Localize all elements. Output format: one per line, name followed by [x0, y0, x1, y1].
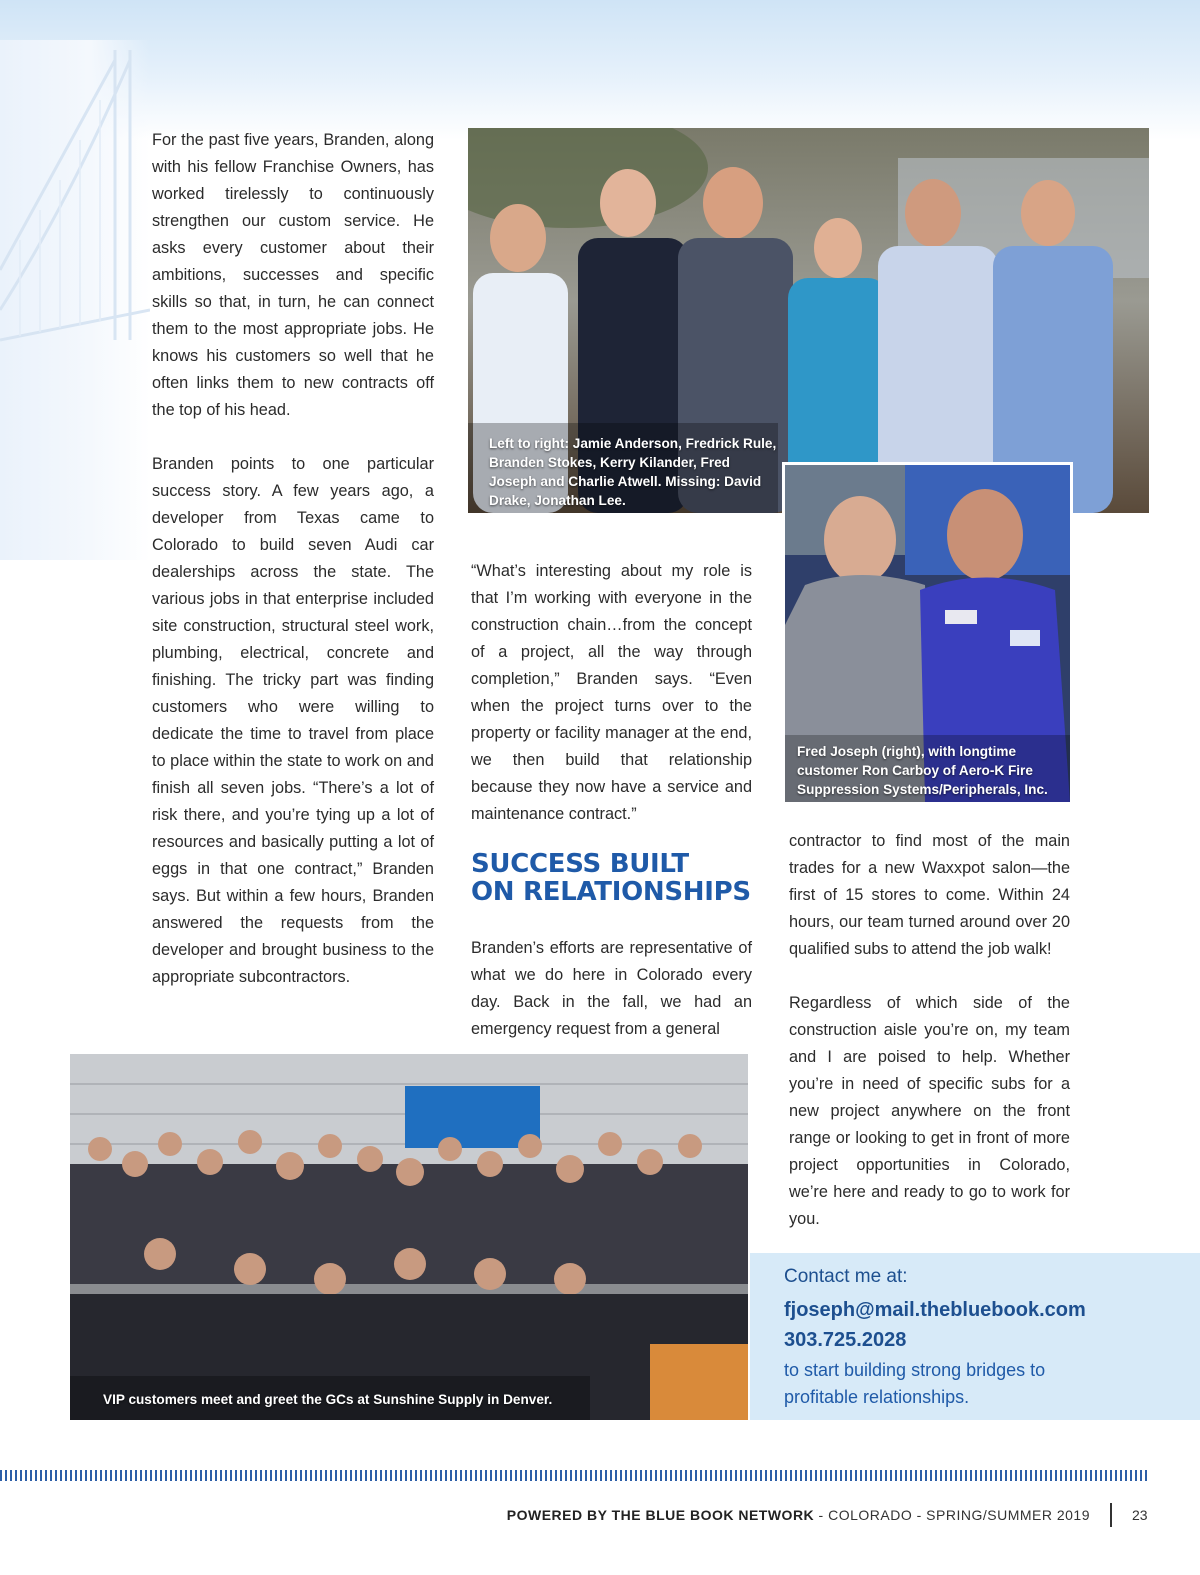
heading-line-2: ON RELATIONSHIPS	[471, 877, 751, 907]
article-column-2	[471, 558, 752, 828]
article-column-2-continued	[471, 935, 752, 1043]
contact-email[interactable]: fjoseph@mail.thebluebook.com	[784, 1299, 1086, 1321]
paragraph-waxxpot: contractor to find most of the main trades for a new Waxxpot salon—the first of 15 stores to come. Within 24 hours, our team turned around over 20 qualified subs to attend the job walk!	[789, 832, 1070, 958]
article-column-3	[789, 828, 1070, 1233]
group-photo-caption: VIP customers meet and greet the GCs at Sunshine Supply in Denver.	[103, 1392, 553, 1407]
page-number: 23	[1132, 1507, 1148, 1523]
heading-line-1: SUCCESS BUILT	[471, 849, 689, 879]
page-footer	[400, 1507, 1090, 1523]
paragraph-branden-quote: “What’s interesting about my role is that I’m working with everyone in the construction chain…from the concept of a project, all the way through completion,” Branden says. “Even when the project turns over to the property or facility manager at the end, we then build that relationship because they now have a service and maintenance contract.”	[471, 562, 752, 823]
sky-background	[0, 0, 1200, 140]
team-photo-caption: Left to right: Jamie Anderson, Fredrick Rule, Branden Stokes, Kerry Kilander, Fred Joseph and Charlie Atwell. Missing: David Drake, Jonathan Lee.	[489, 436, 777, 508]
bridge-background-image	[0, 40, 150, 560]
bridge-illustration	[0, 40, 150, 560]
footer-brand: POWERED BY THE BLUE BOOK NETWORK	[506, 1507, 815, 1523]
contact-box	[750, 1253, 1200, 1420]
contact-label: Contact me at:	[784, 1266, 908, 1287]
paragraph-intro: For the past five years, Branden, along with his fellow Franchise Owners, has worked tirelessly to continuously strengthen our custom service. He asks every customer about their ambitions, successes and specific skills so that, in turn, he can connect them to the most appropriate jobs. He knows his customers so well that he often links them to new contracts off the top of his head.	[152, 131, 434, 419]
contact-tagline: to start building strong bridges to profitable relationships.	[784, 1360, 1046, 1407]
group-photo	[70, 1054, 748, 1420]
decorative-barcode-divider	[0, 1470, 1150, 1481]
contact-phone[interactable]: 303.725.2028	[784, 1329, 907, 1351]
footer-edition: - COLORADO - SPRING/SUMMER 2019	[814, 1507, 1090, 1523]
section-heading	[471, 850, 771, 906]
paragraph-success-story: Branden points to one particular success story. A few years ago, a developer from Texas came to Colorado to build seven Audi car dealerships across the state. The various jobs in that enterprise included site construction, structural steel work, plumbing, electrical, concrete and finishing. The tricky part was finding customers who were willing to dedicate the time to travel from place to place within the state to work on and finish all seven jobs. “There’s a lot of risk there, and you’re tying up a lot of resources and basically putting a lot of eggs in that one contract,” Branden says. But within a few hours, Branden answered the requests from the developer and brought business to the appropriate subcontractors.	[152, 455, 434, 986]
article-column-1	[152, 127, 434, 991]
duo-photo-caption: Fred Joseph (right), with longtime customer Ron Carboy of Aero-K Fire Suppression Systems/Peripherals, Inc.	[797, 744, 1048, 797]
paragraph-closing: Regardless of which side of the construction aisle you’re on, my team and I are poised to help. Whether you’re in need of specific subs for a new project anywhere on the front range or looking to get in front of more project opportunities in Colorado, we’re here and ready to go to work for you.	[789, 994, 1070, 1228]
paragraph-efforts: Branden’s efforts are representative of what we do here in Colorado every day. Back in the fall, we had an emergency request from a general	[471, 939, 752, 1038]
footer-divider	[1110, 1503, 1112, 1527]
